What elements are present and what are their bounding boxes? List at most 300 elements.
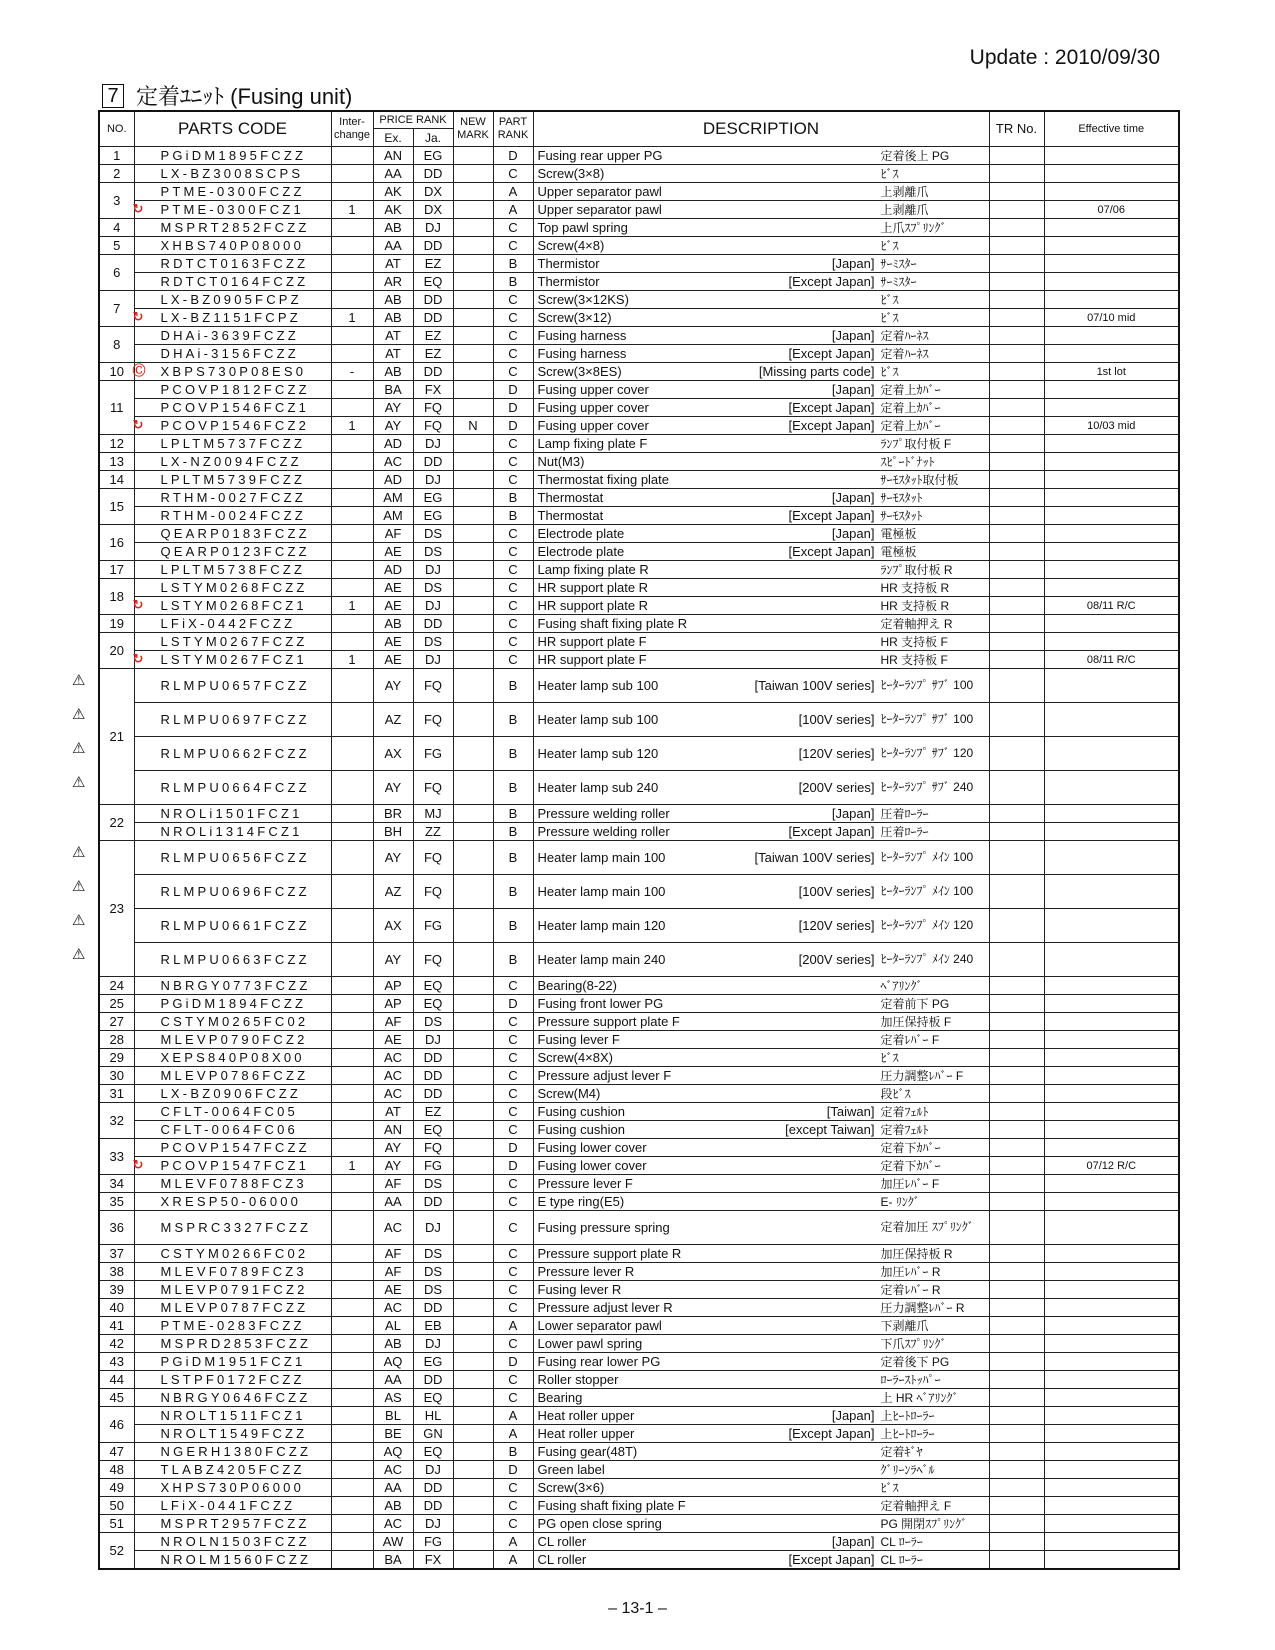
cell-interchange <box>331 1443 373 1461</box>
cell-effective-time <box>1044 507 1179 525</box>
cell-effective-time <box>1044 1389 1179 1407</box>
table-row <box>99 1551 1179 1570</box>
description-en: Thermistor <box>537 273 600 289</box>
cell-description <box>533 1245 989 1263</box>
cell-price-ex: AB <box>373 1497 413 1515</box>
cell-new-mark <box>453 579 493 597</box>
table-row <box>99 165 1179 183</box>
change-mark-icon: ↻ <box>132 597 144 612</box>
cell-new-mark <box>453 147 493 165</box>
description-en: Pressure lever F <box>537 1175 633 1191</box>
cell-effective-time <box>1044 1443 1179 1461</box>
header-ja: Ja. <box>413 129 453 147</box>
cell-description <box>533 255 989 273</box>
cell-tr-no <box>989 363 1044 381</box>
parts-code-text: RLMPU0696FCZZ <box>160 883 310 899</box>
change-mark-icon: ↻ <box>132 651 144 666</box>
cell-description <box>533 1443 989 1461</box>
cell-price-ja: FG <box>413 737 453 771</box>
table-row <box>99 1353 1179 1371</box>
cell-part-rank: B <box>493 909 533 943</box>
cell-price-ex: AF <box>373 525 413 543</box>
cell-description <box>533 435 989 453</box>
description-en: Fusing upper cover <box>537 417 649 433</box>
cell-description <box>533 805 989 823</box>
description-note: [100V series] <box>798 883 875 899</box>
cell-price-ja: DS <box>413 1281 453 1299</box>
cell-no: 7 <box>99 291 134 327</box>
cell-new-mark <box>453 669 493 703</box>
cell-price-ja: DJ <box>413 1211 453 1245</box>
cell-parts-code <box>134 615 331 633</box>
cell-description <box>533 417 989 435</box>
parts-code-text: LSTYM0268FCZZ <box>160 579 308 595</box>
cell-no: 14 <box>99 471 134 489</box>
cell-no: 22 <box>99 805 134 841</box>
cell-tr-no <box>989 1157 1044 1175</box>
parts-code-text: RLMPU0656FCZZ <box>160 849 310 865</box>
cell-interchange <box>331 219 373 237</box>
parts-code-text: QEARP0123FCZZ <box>160 543 310 559</box>
cell-new-mark <box>453 1175 493 1193</box>
cell-part-rank: B <box>493 489 533 507</box>
cell-new-mark <box>453 1533 493 1551</box>
cell-new-mark <box>453 1211 493 1245</box>
cell-price-ja: EG <box>413 489 453 507</box>
parts-code-text: PGiDM1894FCZZ <box>160 995 307 1011</box>
cell-part-rank: C <box>493 1245 533 1263</box>
cell-tr-no <box>989 1443 1044 1461</box>
cell-tr-no <box>989 1013 1044 1031</box>
description-en: Upper separator pawl <box>537 183 662 199</box>
cell-price-ex: AE <box>373 1281 413 1299</box>
description-jp: ﾍﾞｱﾘﾝｸﾞ <box>880 978 923 993</box>
cell-description <box>533 651 989 669</box>
safety-warning-icon: ⚠ <box>72 843 86 861</box>
cell-no: 51 <box>99 1515 134 1533</box>
cell-no: 3 <box>99 183 134 219</box>
cell-no: 48 <box>99 1461 134 1479</box>
cell-description <box>533 183 989 201</box>
header-ex: Ex. <box>373 129 413 147</box>
cell-part-rank: C <box>493 1371 533 1389</box>
parts-code-text: LPLTM5737FCZZ <box>160 435 306 451</box>
cell-new-mark <box>453 1281 493 1299</box>
cell-interchange <box>331 633 373 651</box>
cell-interchange <box>331 183 373 201</box>
cell-interchange <box>331 1085 373 1103</box>
parts-code-text: CSTYM0266FC02 <box>160 1245 309 1261</box>
description-en: Bearing(8-22) <box>537 977 617 993</box>
parts-code-text: CFLT-0064FC06 <box>160 1121 298 1137</box>
cell-no: 13 <box>99 453 134 471</box>
description-en: Fusing cushion <box>537 1121 625 1137</box>
cell-price-ex: AY <box>373 841 413 875</box>
table-row <box>99 327 1179 345</box>
description-jp: ﾋｰﾀｰﾗﾝﾌﾟ ｻﾌﾞ 240 <box>880 779 974 794</box>
cell-tr-no <box>989 345 1044 363</box>
cell-parts-code <box>134 1211 331 1245</box>
description-en: Screw(3×6) <box>537 1479 605 1495</box>
cell-part-rank: A <box>493 1533 533 1551</box>
cell-price-ja: DJ <box>413 219 453 237</box>
description-jp: ﾋｰﾀｰﾗﾝﾌﾟ ﾒｲﾝ 240 <box>880 951 974 966</box>
table-row <box>99 1103 1179 1121</box>
cell-effective-time <box>1044 489 1179 507</box>
table-row <box>99 1139 1179 1157</box>
cell-interchange <box>331 579 373 597</box>
cell-price-ja: EZ <box>413 345 453 363</box>
parts-code-text: PCOVP1546FCZ2 <box>160 417 310 433</box>
description-jp: ﾋﾞｽ <box>880 364 899 379</box>
description-note: [Except Japan] <box>788 507 875 523</box>
cell-price-ja: EG <box>413 147 453 165</box>
cell-tr-no <box>989 507 1044 525</box>
cell-part-rank: D <box>493 381 533 399</box>
cell-effective-time <box>1044 1281 1179 1299</box>
cell-no: 10 <box>99 363 134 381</box>
cell-effective-time <box>1044 909 1179 943</box>
cell-part-rank: C <box>493 525 533 543</box>
cell-interchange <box>331 805 373 823</box>
cell-description <box>533 1551 989 1570</box>
cell-parts-code <box>134 1299 331 1317</box>
cell-parts-code <box>134 995 331 1013</box>
table-row <box>99 977 1179 995</box>
description-jp: 定着ﾌｪﾙﾄ <box>880 1122 929 1137</box>
parts-code-text: CFLT-0064FC05 <box>160 1103 298 1119</box>
parts-code-text: DHAi-3156FCZZ <box>160 345 299 361</box>
cell-parts-code <box>134 597 331 615</box>
cell-effective-time <box>1044 1245 1179 1263</box>
cell-parts-code <box>134 823 331 841</box>
description-jp: ｻｰﾓｽﾀｯﾄ取付板 <box>880 472 959 487</box>
cell-effective-time <box>1044 1085 1179 1103</box>
cell-new-mark <box>453 615 493 633</box>
description-en: Fusing front lower PG <box>537 995 664 1011</box>
cell-parts-code <box>134 943 331 977</box>
cell-part-rank: C <box>493 345 533 363</box>
description-note: [120V series] <box>798 745 875 761</box>
description-en: Roller stopper <box>537 1371 619 1387</box>
cell-parts-code <box>134 1193 331 1211</box>
parts-code-text: LX-BZ0905FCPZ <box>160 291 302 307</box>
cell-price-ex: AN <box>373 1121 413 1139</box>
description-jp: ﾋｰﾀｰﾗﾝﾌﾟ ｻﾌﾞ 100 <box>880 711 974 726</box>
cell-new-mark <box>453 165 493 183</box>
cell-description <box>533 561 989 579</box>
cell-price-ex: AF <box>373 1245 413 1263</box>
description-note: [Except Japan] <box>788 1551 875 1567</box>
cell-no: 33 <box>99 1139 134 1175</box>
cell-new-mark <box>453 1245 493 1263</box>
description-en: Lower pawl spring <box>537 1335 643 1351</box>
cell-interchange: 1 <box>331 597 373 615</box>
change-mark-icon: ↻ <box>132 309 144 324</box>
cell-price-ex: AC <box>373 1299 413 1317</box>
cell-interchange <box>331 525 373 543</box>
cell-description <box>533 381 989 399</box>
cell-effective-time <box>1044 1371 1179 1389</box>
cell-new-mark <box>453 633 493 651</box>
description-note: [Japan] <box>831 489 875 505</box>
cell-new-mark <box>453 309 493 327</box>
cell-description <box>533 597 989 615</box>
description-note: [Taiwan 100V series] <box>754 677 875 693</box>
cell-description <box>533 273 989 291</box>
cell-price-ja: DJ <box>413 561 453 579</box>
cell-description <box>533 1515 989 1533</box>
description-note: [Japan] <box>831 525 875 541</box>
cell-description <box>533 1389 989 1407</box>
table-row <box>99 1497 1179 1515</box>
table-row <box>99 1479 1179 1497</box>
cell-price-ex: AS <box>373 1389 413 1407</box>
description-jp: 定着ｷﾞﾔ <box>880 1444 923 1459</box>
cell-interchange <box>331 1533 373 1551</box>
cell-effective-time <box>1044 943 1179 977</box>
cell-interchange: 1 <box>331 1157 373 1175</box>
description-en: Thermostat fixing plate <box>537 471 670 487</box>
cell-tr-no <box>989 875 1044 909</box>
description-en: Pressure support plate R <box>537 1245 682 1261</box>
cell-description <box>533 703 989 737</box>
cell-price-ex: AB <box>373 219 413 237</box>
description-jp: 上剥離爪 <box>880 184 929 199</box>
cell-price-ja: EB <box>413 1317 453 1335</box>
table-row <box>99 1461 1179 1479</box>
cell-price-ja: EQ <box>413 977 453 995</box>
cell-price-ex: AC <box>373 1461 413 1479</box>
cell-price-ex: AB <box>373 309 413 327</box>
table-row <box>99 1335 1179 1353</box>
cell-interchange <box>331 327 373 345</box>
cell-description <box>533 1263 989 1281</box>
table-row <box>99 1193 1179 1211</box>
cell-price-ja: DD <box>413 363 453 381</box>
table-row <box>99 703 1179 737</box>
cell-description <box>533 363 989 381</box>
description-jp: 加圧保持板 F <box>880 1014 952 1029</box>
cell-description <box>533 507 989 525</box>
cell-part-rank: B <box>493 841 533 875</box>
cell-interchange <box>331 561 373 579</box>
cell-tr-no <box>989 1103 1044 1121</box>
cell-parts-code <box>134 1479 331 1497</box>
cell-new-mark <box>453 219 493 237</box>
cell-description <box>533 1461 989 1479</box>
cell-parts-code <box>134 1103 331 1121</box>
cell-part-rank: D <box>493 995 533 1013</box>
cell-part-rank: C <box>493 219 533 237</box>
cell-effective-time <box>1044 291 1179 309</box>
cell-part-rank: C <box>493 1085 533 1103</box>
cell-new-mark <box>453 273 493 291</box>
cell-no: 8 <box>99 327 134 363</box>
cell-part-rank: B <box>493 771 533 805</box>
cell-new-mark <box>453 1067 493 1085</box>
cell-price-ja: FQ <box>413 943 453 977</box>
cell-parts-code <box>134 875 331 909</box>
description-note: [except Taiwan] <box>785 1121 875 1137</box>
cell-price-ja: EQ <box>413 273 453 291</box>
cell-parts-code <box>134 327 331 345</box>
cell-part-rank: D <box>493 1353 533 1371</box>
cell-interchange <box>331 1067 373 1085</box>
table-row <box>99 943 1179 977</box>
cell-interchange <box>331 771 373 805</box>
table-row <box>99 841 1179 875</box>
cell-tr-no <box>989 1425 1044 1443</box>
cell-interchange <box>331 1299 373 1317</box>
cell-no: 16 <box>99 525 134 561</box>
cell-effective-time <box>1044 875 1179 909</box>
parts-code-text: LSTPF0172FCZZ <box>160 1371 305 1387</box>
table-row <box>99 737 1179 771</box>
cell-price-ex: AL <box>373 1317 413 1335</box>
cell-effective-time: 08/11 R/C <box>1044 651 1179 669</box>
table-row <box>99 1443 1179 1461</box>
header-part-rank: PART RANK <box>493 111 533 147</box>
description-en: Screw(3×12KS) <box>537 291 629 307</box>
cell-interchange <box>331 1407 373 1425</box>
cell-price-ja: DS <box>413 1245 453 1263</box>
cell-parts-code <box>134 1497 331 1515</box>
cell-no: 32 <box>99 1103 134 1139</box>
cell-interchange <box>331 669 373 703</box>
cell-price-ex: AC <box>373 1085 413 1103</box>
cell-price-ja: DD <box>413 165 453 183</box>
cell-no: 24 <box>99 977 134 995</box>
cell-description <box>533 823 989 841</box>
cell-new-mark <box>453 1353 493 1371</box>
parts-code-text: RLMPU0663FCZZ <box>160 951 310 967</box>
cell-description <box>533 543 989 561</box>
cell-interchange <box>331 399 373 417</box>
cell-part-rank: C <box>493 615 533 633</box>
description-note: [Japan] <box>831 1533 875 1549</box>
cell-description <box>533 1013 989 1031</box>
cell-parts-code <box>134 1371 331 1389</box>
cell-interchange <box>331 703 373 737</box>
description-jp: 加圧ﾚﾊﾞｰ R <box>880 1264 941 1279</box>
cell-interchange <box>331 543 373 561</box>
cell-price-ja: DS <box>413 633 453 651</box>
cell-interchange <box>331 1139 373 1157</box>
cell-effective-time <box>1044 1193 1179 1211</box>
cell-new-mark <box>453 471 493 489</box>
header-description: DESCRIPTION <box>533 111 989 147</box>
table-row <box>99 147 1179 165</box>
cell-new-mark <box>453 201 493 219</box>
cell-description <box>533 1479 989 1497</box>
cell-price-ex: AT <box>373 345 413 363</box>
cell-effective-time <box>1044 1461 1179 1479</box>
description-note: [Except Japan] <box>788 399 875 415</box>
cell-interchange <box>331 1497 373 1515</box>
cell-price-ex: AB <box>373 1335 413 1353</box>
cell-price-ex: BR <box>373 805 413 823</box>
table-row <box>99 633 1179 651</box>
table-row <box>99 183 1179 201</box>
parts-code-text: LPLTM5738FCZZ <box>160 561 306 577</box>
description-jp: ｻｰﾓｽﾀｯﾄ <box>880 508 923 523</box>
cell-part-rank: D <box>493 147 533 165</box>
parts-table-body <box>99 147 1179 1570</box>
cell-no: 15 <box>99 489 134 525</box>
description-jp: 定着上ｶﾊﾞｰ <box>880 382 941 397</box>
cell-effective-time: 07/12 R/C <box>1044 1157 1179 1175</box>
description-note: [100V series] <box>798 711 875 727</box>
parts-code-text: NROLN1503FCZZ <box>160 1533 310 1549</box>
cell-new-mark <box>453 507 493 525</box>
description-en: Thermistor <box>537 255 600 271</box>
table-row <box>99 651 1179 669</box>
cell-tr-no <box>989 543 1044 561</box>
cell-new-mark <box>453 841 493 875</box>
cell-price-ex: BH <box>373 823 413 841</box>
cell-price-ex: AC <box>373 1211 413 1245</box>
cell-description <box>533 995 989 1013</box>
table-row <box>99 1317 1179 1335</box>
cell-new-mark <box>453 1193 493 1211</box>
cell-description <box>533 1085 989 1103</box>
cell-no: 35 <box>99 1193 134 1211</box>
cell-description <box>533 291 989 309</box>
table-row <box>99 771 1179 805</box>
cell-description <box>533 1193 989 1211</box>
cell-tr-no <box>989 1281 1044 1299</box>
table-row <box>99 1013 1179 1031</box>
cell-description <box>533 219 989 237</box>
table-row <box>99 255 1179 273</box>
description-jp: ｸﾞﾘｰﾝﾗﾍﾞﾙ <box>880 1462 935 1477</box>
cell-price-ex: AP <box>373 977 413 995</box>
description-jp: 圧着ﾛｰﾗｰ <box>880 824 929 839</box>
cell-interchange: 1 <box>331 201 373 219</box>
cell-tr-no <box>989 1335 1044 1353</box>
cell-tr-no <box>989 399 1044 417</box>
description-jp: E- ﾘﾝｸﾞ <box>880 1194 920 1209</box>
cell-tr-no <box>989 183 1044 201</box>
cell-no: 25 <box>99 995 134 1013</box>
parts-table-wrapper <box>98 110 1178 1570</box>
description-en: Fusing lower cover <box>537 1139 647 1155</box>
description-en: Fusing harness <box>537 327 627 343</box>
cell-price-ja: DD <box>413 1067 453 1085</box>
cell-tr-no <box>989 471 1044 489</box>
description-note: [Taiwan 100V series] <box>754 849 875 865</box>
description-en: Pressure support plate F <box>537 1013 680 1029</box>
parts-code-text: NROLM1560FCZZ <box>160 1551 312 1567</box>
cell-new-mark <box>453 1139 493 1157</box>
cell-price-ja: GN <box>413 1425 453 1443</box>
table-row <box>99 1245 1179 1263</box>
cell-new-mark <box>453 435 493 453</box>
cell-effective-time <box>1044 841 1179 875</box>
description-en: Heater lamp main 240 <box>537 951 666 967</box>
cell-parts-code <box>134 399 331 417</box>
table-row <box>99 1533 1179 1551</box>
cell-description <box>533 399 989 417</box>
cell-part-rank: A <box>493 183 533 201</box>
cell-part-rank: B <box>493 737 533 771</box>
parts-code-text: MLEVP0787FCZZ <box>160 1299 309 1315</box>
cell-description <box>533 1335 989 1353</box>
cell-interchange <box>331 1245 373 1263</box>
description-jp: 定着下ｶﾊﾞｰ <box>880 1158 941 1173</box>
cell-price-ex: AA <box>373 237 413 255</box>
